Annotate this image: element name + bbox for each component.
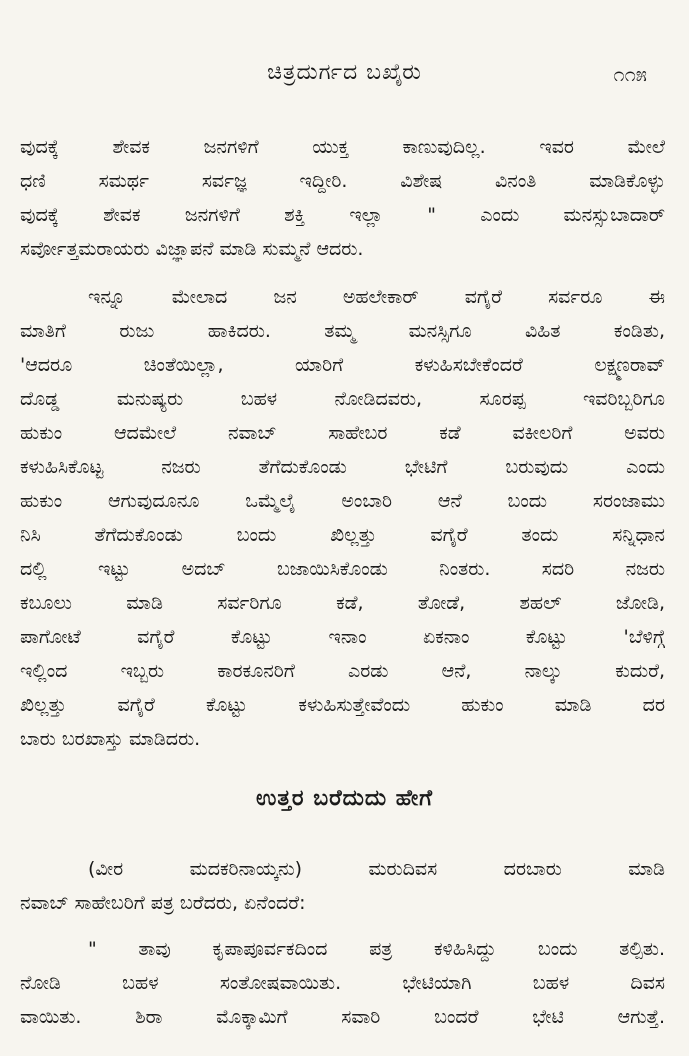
text-line: " ತಾವು ಕೃಪಾಪೂರ್ವಕದಿಂದ ಪತ್ರ ಕಳಿಹಿಸಿದ್ದು ಬಂದು ತಲ್ಪಿತು.: [88, 938, 665, 960]
text-line: ನಿಸಿ ತೆಗೆದುಕೊಂಡು ಬಂದು ಖಿಲ್ಲತ್ತು ವಗೈರೆ ತಂದು ಸನ್ನಿಧಾನ: [20, 524, 665, 546]
text-line: ಇಲ್ಲಿಂದ ಇಬ್ಬರು ಕಾರಕೂನರಿಗೆ ಎರಡು ಆನೆ, ನಾಲ್ಕು ಕುದುರೆ,: [20, 660, 665, 682]
text-line: 'ಆದರೂ ಚಿಂತೆಯಿಲ್ಲಾ, ಯಾರಿಗೆ ಕಳುಹಿಸಬೇಕೆಂದರೆ ಲಕ್ಷ್ಮಣರಾವ್: [20, 354, 665, 376]
section-heading: ಉತ್ತರ ಬರೆದುದು ಹೇಗೆ: [256, 786, 433, 811]
text-line: ಸರ್ವೋತ್ತಮರಾಯರು ವಿಜ್ಞಾಪನೆ ಮಾಡಿ ಸುಮ್ಮನೆ ಆದರು.: [20, 238, 364, 260]
text-line: ಇನ್ನೂ ಮೇಲಾದ ಜನ ಅಹಲೇಕಾರ್ ವಗೈರೆ ಸರ್ವರೂ ಈ: [88, 286, 665, 308]
text-line: ವುದಕ್ಕೆ ಶೇವಕ ಜನಗಳಿಗೆ ಯುಕ್ತ ಕಾಣುವುದಿಲ್ಲ. ಇವರ ಮೇಲೆ: [20, 136, 665, 158]
text-line: ಕಳುಹಿಸಿಕೊಟ್ಟ ನಜರು ತೆಗೆದುಕೊಂಡು ಭೇಟಿಗೆ ಬರುವುದು ಎಂದು: [20, 456, 665, 478]
text-line: ಬಾರು ಬರಖಾಸ್ತು ಮಾಡಿದರು.: [20, 728, 201, 750]
text-line: ದೊಡ್ಡ ಮನುಷ್ಯರು ಬಹಳ ನೋಡಿದವರು, ಸೂರಪ್ಪ ಇವರಿಬ್ಬರಿಗೂ: [20, 388, 665, 410]
text-line: ಧಣಿ ಸಮರ್ಥ ಸರ್ವಜ್ಞ ಇದ್ದೀರಿ. ವಿಶೇಷ ವಿನಂತಿ ಮಾಡಿಕೊಳ್ಳು: [20, 170, 665, 192]
text-line: ಮಾತಿಗೆ ರುಜು ಹಾಕಿದರು. ತಮ್ಮ ಮನಸ್ಸಿಗೂ ವಿಹಿತ ಕಂಡಿತು,: [20, 320, 665, 342]
text-line: ಹುಕುಂ ಆಗುವುದೂನೂ ಒಮ್ಮೆಲೈ ಅಂಬಾರಿ ಆನೆ ಬಂದು ಸರಂಜಾಮು: [20, 490, 665, 512]
text-line: ನವಾಬ್ ಸಾಹೇಬರಿಗೆ ಪತ್ರ ಬರೆದರು, ಏನೆಂದರೆ:: [20, 892, 306, 914]
text-line: ವುದಕ್ಕೆ ಶೇವಕ ಜನಗಳಿಗೆ ಶಕ್ತಿ ಇಲ್ಲಾ " ಎಂದು ಮನಸ್ಸುಬಾದಾರ್: [20, 204, 665, 226]
text-line: (ವೀರ ಮದಕರಿನಾಯ್ಕನು) ಮರುದಿವಸ ದರಬಾರು ಮಾಡಿ: [88, 858, 665, 880]
text-line: ಖಿಲ್ಲತ್ತು ವಗೈರೆ ಕೊಟ್ಟು ಕಳುಹಿಸುತ್ತೇವೆಂದು ಹುಕುಂ ಮಾಡಿ ದರ: [20, 694, 665, 716]
text-line: ನೋಡಿ ಬಹಳ ಸಂತೋಷವಾಯಿತು. ಭೇಟಿಯಾಗಿ ಬಹಳ ದಿವಸ: [20, 972, 665, 994]
page-header: [0, 60, 689, 100]
text-line: ದಲ್ಲಿ ಇಟ್ಟು ಅದಬ್ ಬಜಾಯಿಸಿಕೊಂಡು ನಿಂತರು. ಸದರಿ ನಜರು: [20, 558, 665, 580]
running-title: ಚಿತ್ರದುರ್ಗದ ಬಖೈರು: [267, 60, 422, 85]
text-line: ವಾಯಿತು. ಶಿರಾ ಮೊಕ್ಕಾಮಿಗೆ ಸವಾರಿ ಬಂದರೆ ಭೇಟಿ ಆಗುತ್ತೆ.: [20, 1006, 665, 1028]
text-line: ಕಬೂಲು ಮಾಡಿ ಸರ್ವರಿಗೂ ಕಡೆ, ತೋಡೆ, ಶಹಲ್ ಜೋಡಿ,: [20, 592, 665, 614]
page-number: ೧೧೫: [613, 62, 647, 86]
text-line: ಹುಕುಂ ಆದಮೇಲೆ ನವಾಬ್ ಸಾಹೇಬರ ಕಡೆ ವಕೀಲರಿಗೆ ಅವರು: [20, 422, 665, 444]
text-line: ಪಾಗೋಟೆ ವಗೈರೆ ಕೊಟ್ಟು ಇನಾಂ ಏಕನಾಂ ಕೊಟ್ಟು 'ಬೆಳಿಗ್ಗೆ: [20, 626, 665, 648]
